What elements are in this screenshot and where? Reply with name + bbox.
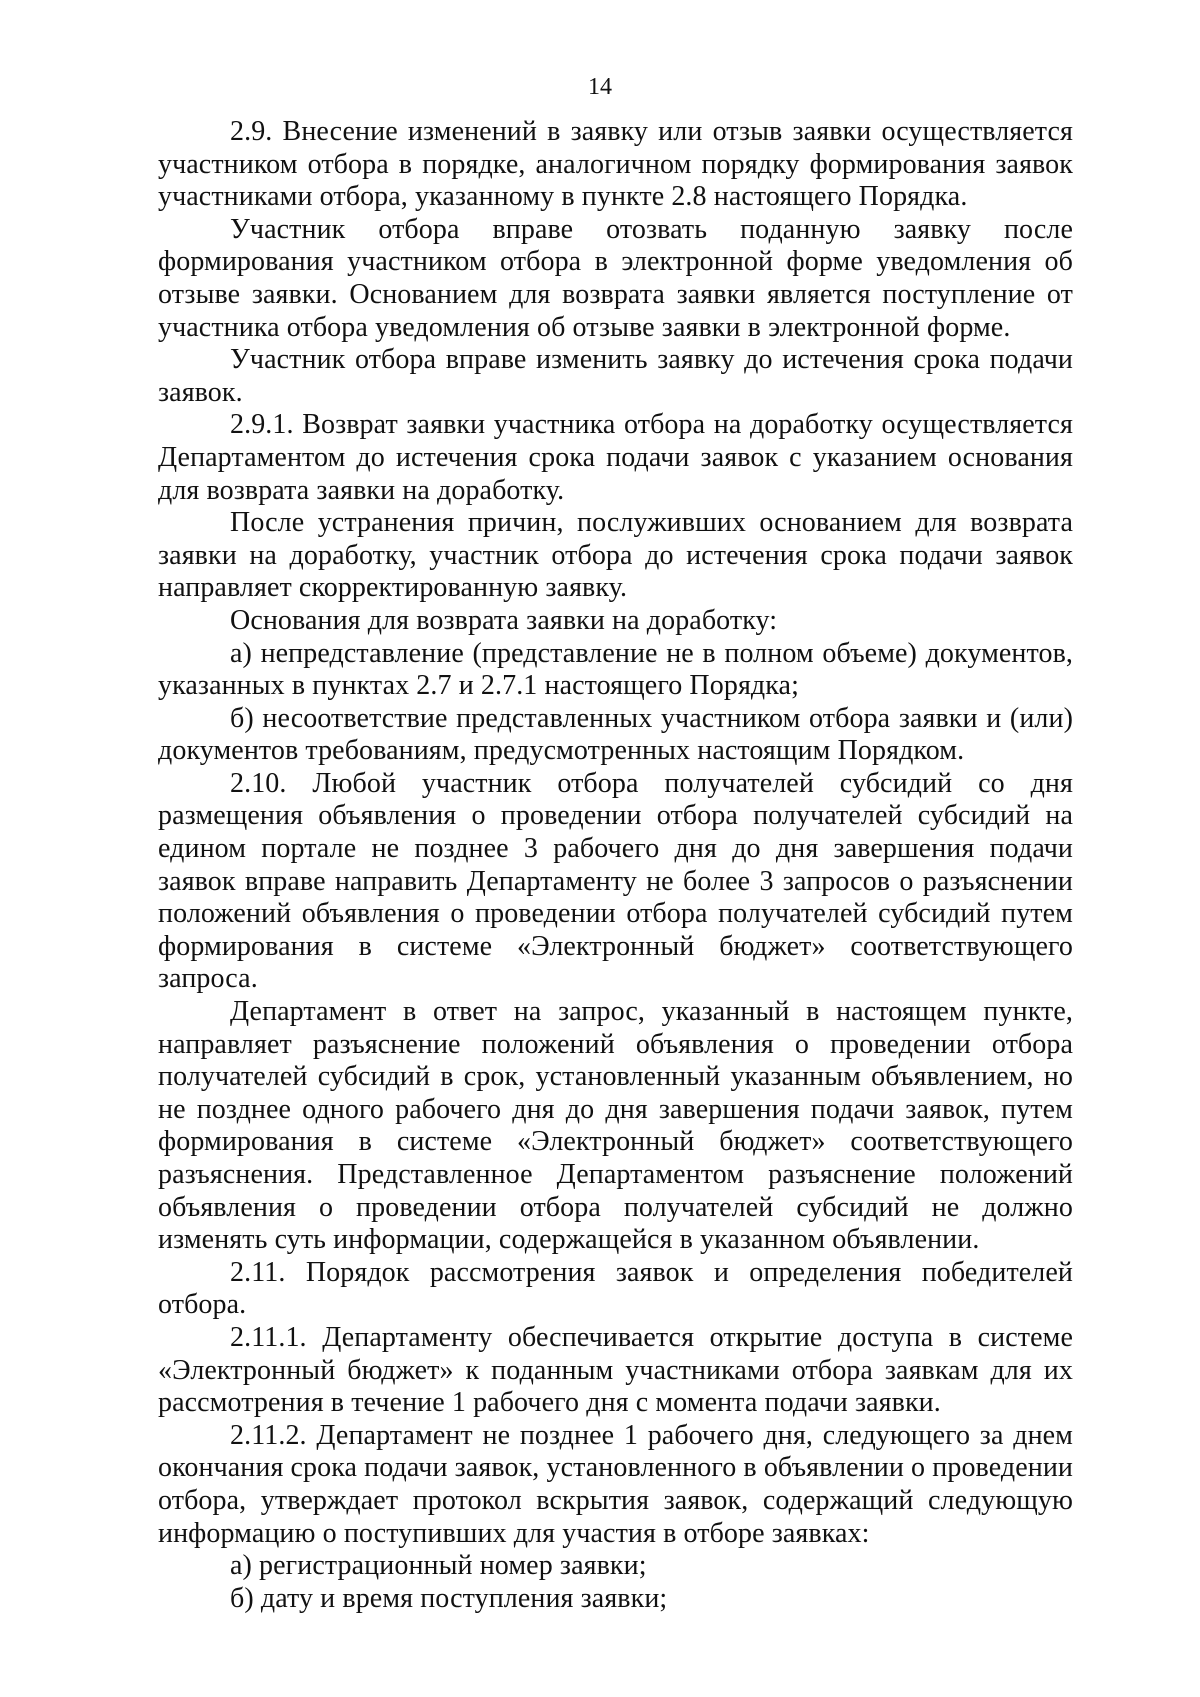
paragraph: 2.11. Порядок рассмотрения заявок и определения победителей отбора. xyxy=(158,1256,1073,1321)
page-number: 14 xyxy=(588,74,612,100)
paragraph: а) непредставление (представление не в полном объеме) документов, указанных в пунктах 2.7 и 2.7.1 настоящего Порядка; xyxy=(158,637,1073,702)
paragraph: Участник отбора вправе изменить заявку до истечения срока подачи заявок. xyxy=(158,344,1073,408)
document-body xyxy=(158,116,1073,1615)
paragraph: Участник отбора вправе отозвать поданную заявку после формирования участником отбора в электронной форме уведомления об отзыве заявки. Основанием для возврата заявки является поступление от участника отбора уведомления об отзыве заявки в электронной форме. xyxy=(158,213,1073,343)
paragraph: 2.9.1. Возврат заявки участника отбора на доработку осуществляется Департаментом до истечения срока подачи заявок с указанием основания для возврата заявки на доработку. xyxy=(158,409,1073,506)
paragraph: 2.11.1. Департаменту обеспечивается открытие доступа в системе «Электронный бюджет» к поданным участниками отбора заявкам для их рассмотрения в течение 1 рабочего дня с момента подачи заявки. xyxy=(158,1321,1073,1419)
paragraph: 2.10. Любой участник отбора получателей субсидий со дня размещения объявления о проведении отбора получателей субсидий на едином портале не позднее 3 рабочего дня до дня завершения подачи заявок вправе направить Департаменту не более 3 запросов о разъяснении положений объявления о проведении отбора получателей субсидий путем формирования в системе «Электронный бюджет» соответствующего запроса. xyxy=(158,767,1073,995)
paragraph: б) дату и время поступления заявки; xyxy=(230,1582,668,1614)
paragraph: а) регистрационный номер заявки; xyxy=(230,1550,647,1582)
paragraph: После устранения причин, послуживших основанием для возврата заявки на доработку, участник отбора до истечения срока подачи заявок направляет скорректированную заявку. xyxy=(158,507,1073,604)
paragraph: б) несоответствие представленных участником отбора заявки и (или) документов требованиям, предусмотренных настоящим Порядком. xyxy=(158,702,1073,767)
paragraph: Основания для возврата заявки на доработку: xyxy=(230,604,778,636)
paragraph: 2.11.2. Департамент не позднее 1 рабочего дня, следующего за днем окончания срока подачи заявок, установленного в объявлении о проведении отбора, утверждает протокол вскрытия заявок, содержащий следующую информацию о поступивших для участия в отборе заявках: xyxy=(158,1419,1073,1549)
paragraph: 2.9. Внесение изменений в заявку или отзыв заявки осуществляется участником отбора в порядке, аналогичном порядку формирования заявок участниками отбора, указанному в пункте 2.8 настоящего Порядка. xyxy=(158,116,1073,213)
paragraph: Департамент в ответ на запрос, указанный в настоящем пункте, направляет разъяснение положений объявления о проведении отбора получателей субсидий в срок, установленный указанным объявлением, но не позднее одного рабочего дня до дня завершения подачи заявок, путем формирования в системе «Электронный бюджет» соответствующего разъяснения. Представленное Департаментом разъяснение положений объявления о проведении отбора получателей субсидий не должно изменять суть информации, содержащейся в указанном объявлении. xyxy=(158,996,1073,1256)
